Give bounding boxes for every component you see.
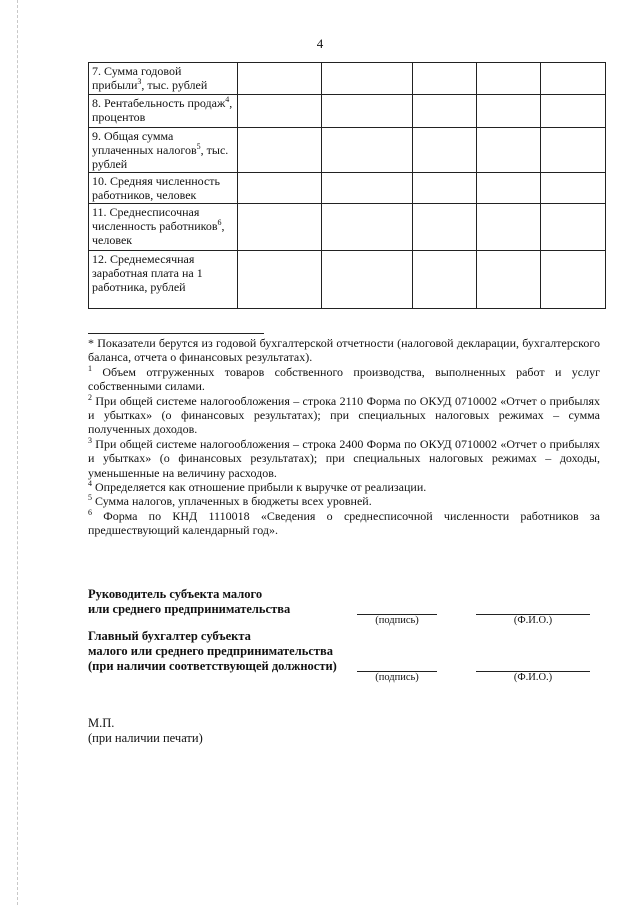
value-cell — [322, 128, 413, 173]
footnote-star: * Показатели берутся из годовой бухгалтерской отчетности (налоговой декларации, бухгалтерского баланса, отчета о финансовых результатах). — [88, 336, 600, 365]
value-cell — [477, 204, 541, 251]
value-cell — [238, 173, 322, 204]
indicator-label: 10. Средняя численность работников, человек — [89, 173, 238, 204]
indicator-label: 8. Рентабельность продаж$^4$, процентов — [89, 95, 238, 128]
value-cell — [541, 95, 606, 128]
value-cell — [413, 63, 477, 95]
value-cell — [413, 95, 477, 128]
value-cell — [413, 128, 477, 173]
table-row — [89, 63, 606, 95]
indicator-label: 9. Общая сумма уплаченных налогов$^5$, тыс. рублей — [89, 128, 238, 173]
value-cell — [238, 204, 322, 251]
value-cell — [238, 63, 322, 95]
footnote-item: $^3$ При общей системе налогообложения – строка 2400 Форма по ОКУД 0710002 «Отчет о прибылях и убытках» (о финансовых результатах); при специальных налоговых режимах – доходы, уменьшенные на величину расходов. — [88, 435, 600, 480]
table-row — [89, 251, 606, 309]
value-cell — [413, 173, 477, 204]
value-cell — [238, 95, 322, 128]
value-cell — [322, 173, 413, 204]
value-cell — [238, 251, 322, 309]
value-cell — [541, 128, 606, 173]
value-cell — [413, 251, 477, 309]
head-signature-caption: (подпись) — [375, 615, 419, 626]
footnote-item: $^2$ При общей системе налогообложения – строка 2110 Форма по ОКУД 0710002 «Отчет о прибылях и убытках» (о финансовых результатах); при специальных налоговых режимах – сумма полученных доходов. — [88, 392, 600, 437]
value-cell — [238, 128, 322, 173]
value-cell — [541, 63, 606, 95]
indicators-table — [88, 62, 606, 309]
stamp-block — [88, 716, 203, 746]
head-signature-label: Руководитель субъекта малого или среднего предпринимательства — [88, 587, 291, 616]
value-cell — [541, 173, 606, 204]
table-row — [89, 128, 606, 173]
accountant-signature-caption: (подпись) — [375, 672, 419, 683]
value-cell — [322, 95, 413, 128]
accountant-signature-label: Главный бухгалтер субъекта малого или среднего предпринимательства (при наличии соответствующей должности) — [88, 629, 337, 673]
value-cell — [477, 95, 541, 128]
page-number: 4 — [316, 36, 324, 51]
indicator-label: 12. Среднемесячная заработная плата на 1 работника, рублей — [89, 251, 238, 309]
scan-margin-line — [17, 0, 18, 905]
accountant-name-caption: (Ф.И.О.) — [513, 672, 553, 683]
footnote-list — [88, 365, 600, 538]
footnote-rule — [88, 333, 264, 334]
table-row — [89, 204, 606, 251]
footnote-item: $^4$ Определяется как отношение прибыли к выручке от реализации. — [88, 479, 427, 495]
value-cell — [541, 204, 606, 251]
value-cell — [477, 63, 541, 95]
stamp-note: (при наличии печати) — [88, 731, 203, 745]
value-cell — [322, 204, 413, 251]
footnote-item: $^5$ Сумма налогов, уплаченных в бюджеты всех уровней. — [88, 493, 372, 509]
stamp-label: М.П. — [88, 716, 115, 730]
value-cell — [322, 63, 413, 95]
table-row — [89, 173, 606, 204]
footnote-item: $^1$ Объем отгруженных товаров собственного производства, выполненных работ и услуг собственными силами. — [88, 363, 600, 394]
head-name-caption: (Ф.И.О.) — [513, 615, 553, 626]
value-cell — [541, 251, 606, 309]
value-cell — [322, 251, 413, 309]
value-cell — [477, 251, 541, 309]
value-cell — [413, 204, 477, 251]
value-cell — [477, 173, 541, 204]
footnote-item: $^6$ Форма по КНД 1110018 «Сведения о среднесписочной численности работников за предшествующий календарный год». — [88, 507, 600, 538]
indicator-label: 11. Среднесписочная численность работников$^6$, человек — [89, 204, 238, 251]
value-cell — [477, 128, 541, 173]
footnotes — [88, 333, 600, 538]
table-row — [89, 95, 606, 128]
indicator-label: 7. Сумма годовой прибыли$^3$, тыс. рублей — [89, 63, 238, 95]
